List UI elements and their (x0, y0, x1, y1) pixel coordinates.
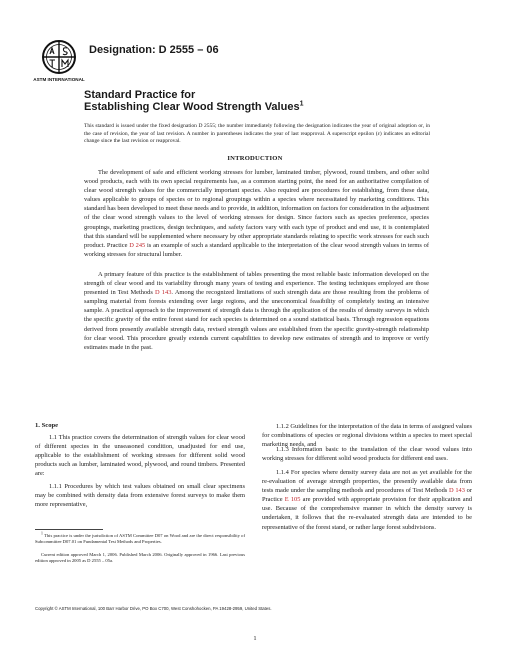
intro-p1-text-b: is an example of such a standard applicable to the interpretation of the clear wood strength values in terms of working stresses for structural lumber. (84, 241, 429, 258)
scope-heading: 1. Scope (35, 422, 59, 429)
scope-1-1-4 (262, 468, 472, 532)
designation: Designation: D 2555 – 06 (89, 44, 219, 56)
title-line-2 (84, 101, 303, 113)
link-d143-scope[interactable]: D 143 (449, 487, 465, 495)
logo-text: ASTM INTERNATIONAL (33, 77, 85, 82)
footnote-2: Current edition approved March 1, 2006. Published March 2006. Originally approved in 1966. Last previous edition approved in 2005 as D 2555 – 05a. (35, 552, 245, 564)
astm-logo (33, 37, 85, 83)
footnote-1-mark: 1 (41, 531, 43, 536)
title-text: Establishing Clear Wood Strength Values (84, 101, 300, 113)
scope-1-1-4-text-mid: or Practice (262, 487, 472, 504)
introduction-paragraph-1 (84, 168, 429, 259)
footnote-1 (35, 533, 245, 546)
copyright-line: Copyright © ASTM International, 100 Barr Harbor Drive, PO Box C700, West Conshohocken, PA 19428-2959, United States. (35, 606, 272, 611)
scope-1-1-2: 1.1.2 Guidelines for the interpretation of the data in terms of assigned values for combinations of species or regional divisions within a species to meet special marketing needs, and (262, 423, 472, 449)
scope-1-1-1: 1.1.1 Procedures by which test values obtained on small clear specimens may be combined with density data from extensive forest surveys to make them more representative, (35, 483, 245, 509)
intro-p2-text-a: A primary feature of this practice is the establishment of tables presenting the most reliable basic information developed on the strength of clear wood and its variability through many years of testing and experience. The testing techniques employed are those presented in Test Methods (84, 271, 429, 297)
intro-p2-text-b: . Among the recognized limitations of such strength data are those resulting from the problems of sampling material from forests extending over large regions, and the uneconomical feasibility of completely testing an intensive sample. A practical approach to the improvement of strength data is through the application of the results of density surveys in which the specific gravity of the entire forest stand for each species is determined on a sound statistical basis. Through regression equations derived from presently available strength data, revised strength values are established from the specific gravity-strength relationship for clear wood. This procedure greatly extends current capabilities to develop new estimates of strength and to improve or verify estimates made in the past. (84, 289, 429, 351)
page-number: 1 (253, 635, 257, 642)
intro-p1-text-a: The development of safe and efficient working stresses for lumber, laminated timber, plywood, round timbers, and other solid wood products, each with its own special requirements has, as a common starting point, the need for an authoritative compilation of clear wood strength values for the commercially important species. Also required are procedures for establishing, from these data, values applicable to groups of species or to regional groupings within a species where necessitated by marketing conditions. This standard has been developed to meet these needs and to provide, in addition, information on factors for consideration in the adjustment of the clear wood strength values to the level of working stresses for design. Since factors such as species preference, species groupings, marketing practices, design techniques, and safety factors vary with each type of product and end use, it is contemplated that this standard will be supplemented where necessary by other appropriate standards relating to specific work stresses for each such product. Practice (84, 169, 429, 249)
footnote-divider (35, 529, 103, 530)
scope-1-1-4-text-b: are provided with appropriate provision for their application and use. Because of the comprehensive manner in which the density survey is undertaken, it follows that the re-evaluated strength data are intended to be representative of the forest stand, or rather large forest subdivisions. (262, 496, 472, 531)
link-d143[interactable]: D 143 (155, 289, 172, 297)
title-line-1: Standard Practice for (84, 89, 196, 101)
scope-1-1-4-text-a: 1.1.4 For species where density survey data are not as yet available for the re-evaluation of average strength properties, the presently available data from tests made under the sampling methods and procedures of Test Methods (262, 469, 472, 495)
link-d245[interactable]: D 245 (129, 241, 146, 249)
title-footnote-mark: 1 (299, 100, 304, 108)
scope-1-1-3: 1.1.3 Information basic to the translation of the clear wood values into working stresses for different solid wood products for different end uses. (262, 446, 472, 463)
issue-note: This standard is issued under the fixed designation D 2555; the number immediately following the designation indicates the year of original adoption or, in the case of revision, the year of last revision. A number in parentheses indicates the year of last reapproval. A superscript epsilon (ε) indicates an editorial change since the last revision or reapproval. (84, 123, 430, 145)
introduction-heading: INTRODUCTION (227, 155, 283, 162)
footnote-1-text: This practice is under the jurisdiction of ASTM Committee D07 on Wood and are the direct responsibility of Subcommittee D07.01 on Fundamental Test Methods and Properties. (35, 533, 245, 545)
link-e105[interactable]: E 105 (284, 496, 301, 504)
introduction-paragraph-2 (84, 270, 429, 352)
scope-1-1: 1.1 This practice covers the determination of strength values for clear wood of different species in the unseasoned condition, unadjusted for end use, applicable to the establishment of working stresses for different solid wood products such as lumber, laminated wood, plywood, and round timbers. Presented are: (35, 434, 245, 478)
